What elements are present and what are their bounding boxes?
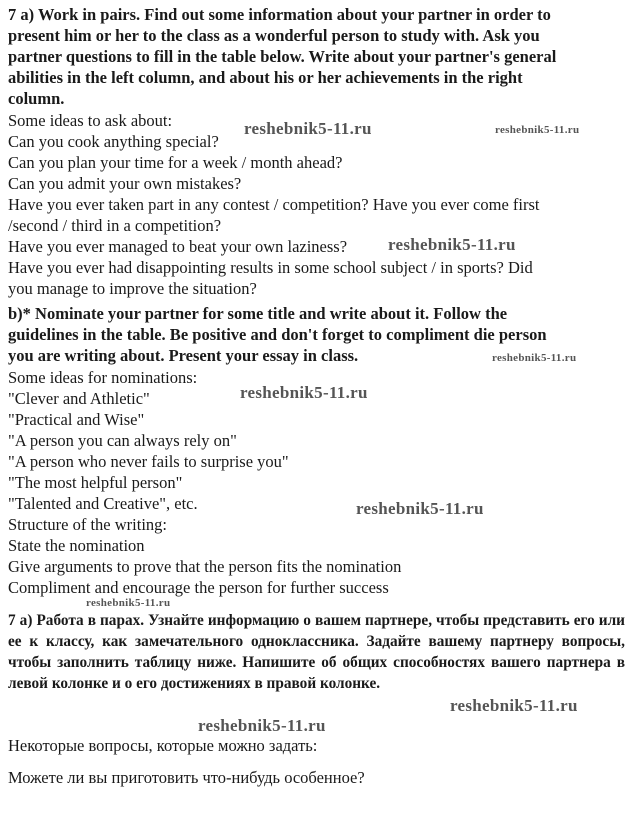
watermark: reshebnik5-11.ru [450, 696, 578, 715]
question-item: Have you ever taken part in any contest / competition? Have you ever come first [8, 195, 540, 214]
ru-question-item: Можете ли вы приготовить что-нибудь особенное? [8, 768, 365, 787]
task-line: column. [8, 89, 65, 108]
watermark: reshebnik5-11.ru [244, 119, 372, 138]
nomination-item: "Clever and Athletic" [8, 389, 150, 408]
structure-item: State the nomination [8, 536, 145, 555]
task-line: present him or her to the class as a wonderful person to study with. Ask you [8, 26, 540, 45]
nomination-item: "A person you can always rely on" [8, 431, 237, 450]
question-item: you manage to improve the situation? [8, 279, 257, 298]
watermark: reshebnik5-11.ru [492, 352, 577, 364]
watermark: reshebnik5-11.ru [86, 597, 171, 609]
nomination-item: "The most helpful person" [8, 473, 183, 492]
task-7a-russian: 7 а) Работа в парах. Узнайте информацию о вашем партнере, чтобы представить его или ее к классу, как замечательного одноклассника. Задайте вашему партнеру вопросы, чтобы заполнить таблицу ниже. Напишите об общих способностях вашего партнера в левой колонке и о его достижениях в правой колонке. [8, 612, 625, 692]
watermark: reshebnik5-11.ru [356, 499, 484, 518]
question-item: Can you cook anything special? [8, 132, 219, 151]
watermark: reshebnik5-11.ru [240, 383, 368, 402]
task-line: b)* Nominate your partner for some title and write about it. Follow the [8, 304, 508, 323]
watermark: reshebnik5-11.ru [388, 235, 516, 254]
list-heading: Some ideas for nominations: [8, 368, 198, 387]
task-line: you are writing about. Present your essay in class. [8, 346, 359, 365]
question-item: Can you admit your own mistakes? [8, 174, 242, 193]
watermark: reshebnik5-11.ru [495, 124, 580, 136]
question-item: /second / third in a competition? [8, 216, 222, 235]
structure-item: Compliment and encourage the person for further success [8, 578, 389, 597]
task-line: abilities in the left column, and about his or her achievements in the right [8, 68, 523, 87]
question-item: Have you ever managed to beat your own laziness? [8, 237, 348, 256]
task-line: partner questions to fill in the table below. Write about your partner's general [8, 47, 557, 66]
question-item: Have you ever had disappointing results in some school subject / in sports? Did [8, 258, 533, 277]
structure-heading: Structure of the writing: [8, 515, 168, 534]
list-heading: Some ideas to ask about: [8, 111, 173, 130]
watermark: reshebnik5-11.ru [198, 716, 326, 735]
task-line: guidelines in the table. Be positive and don't forget to compliment die person [8, 325, 547, 344]
question-item: Can you plan your time for a week / month ahead? [8, 153, 343, 172]
nomination-item: "A person who never fails to surprise you" [8, 452, 289, 471]
task-7a-english [8, 4, 625, 109]
task-line: 7 a) Work in pairs. Find out some information about your partner in order to [8, 5, 551, 24]
nomination-item: "Practical and Wise" [8, 410, 145, 429]
structure-item: Give arguments to prove that the person fits the nomination [8, 557, 402, 576]
ru-questions-intro: Некоторые вопросы, которые можно задать: [8, 736, 318, 755]
nomination-item: "Talented and Creative", etc. [8, 494, 198, 513]
